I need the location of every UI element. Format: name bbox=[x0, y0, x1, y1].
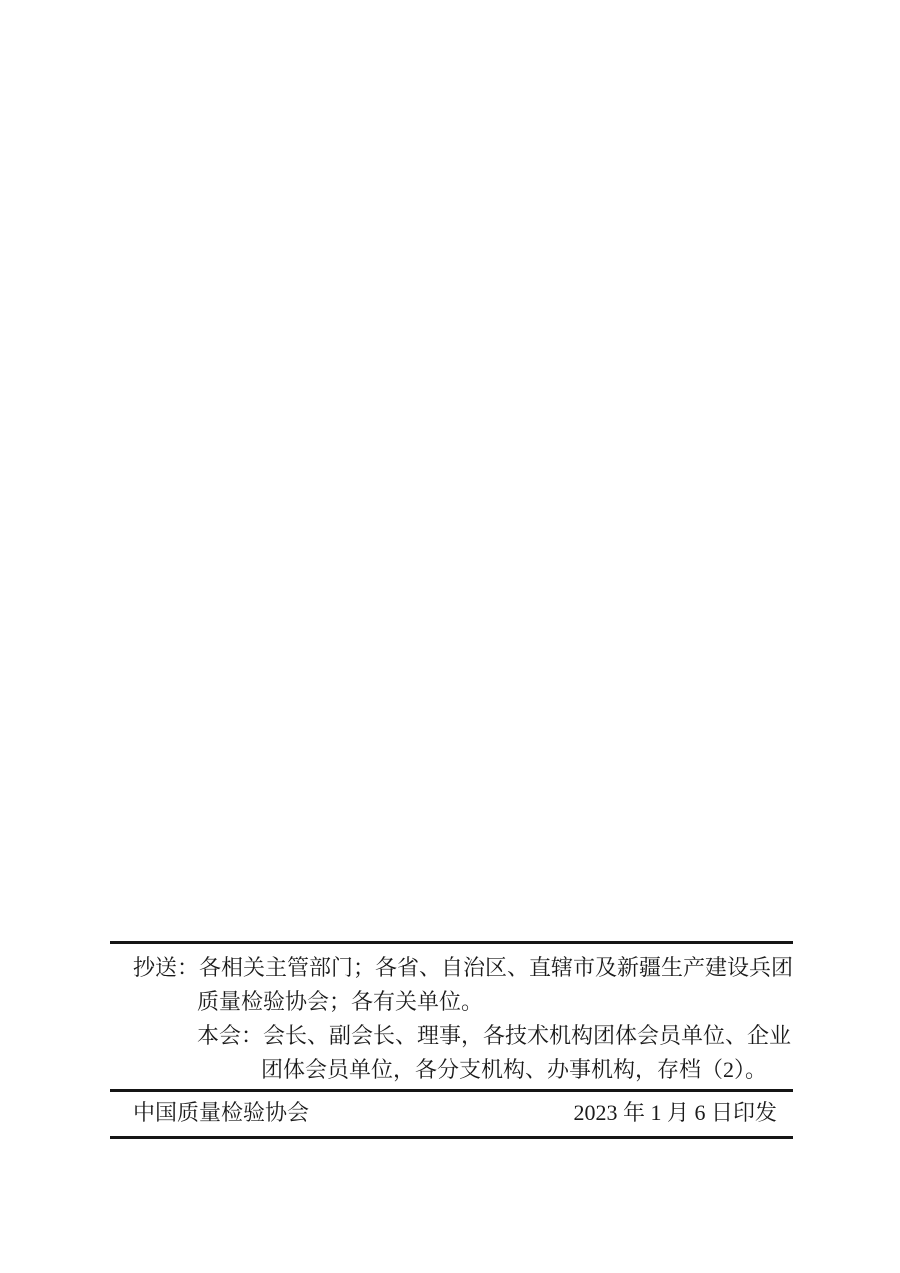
colophon-footer bbox=[133, 1100, 777, 1126]
cc-line-1-text: 各相关主管部门；各省、自治区、直辖市及新疆生产建设兵团 bbox=[199, 955, 794, 980]
cc-line-4-text: 团体会员单位，各分支机构、办事机构，存档（2）。 bbox=[261, 1057, 768, 1082]
cc-line-3 bbox=[133, 1019, 795, 1053]
internal-cc-label: 本会： bbox=[197, 1023, 264, 1048]
cc-line-2-text: 质量检验协会；各有关单位。 bbox=[197, 989, 484, 1014]
cc-block bbox=[133, 951, 795, 1087]
colophon-bottom-rule bbox=[110, 1136, 793, 1139]
colophon-top-rule bbox=[110, 941, 793, 944]
cc-label: 抄送： bbox=[133, 955, 200, 980]
cc-line-2 bbox=[133, 985, 795, 1019]
cc-line-1 bbox=[133, 951, 795, 985]
cc-line-4 bbox=[133, 1053, 795, 1087]
print-date: 2023 年 1 月 6 日印发 bbox=[573, 1100, 777, 1125]
issuing-org: 中国质量检验协会 bbox=[133, 1100, 310, 1125]
colophon-middle-rule bbox=[110, 1089, 793, 1092]
cc-line-3-text: 会长、副会长、理事，各技术机构团体会员单位、企业 bbox=[263, 1023, 792, 1048]
